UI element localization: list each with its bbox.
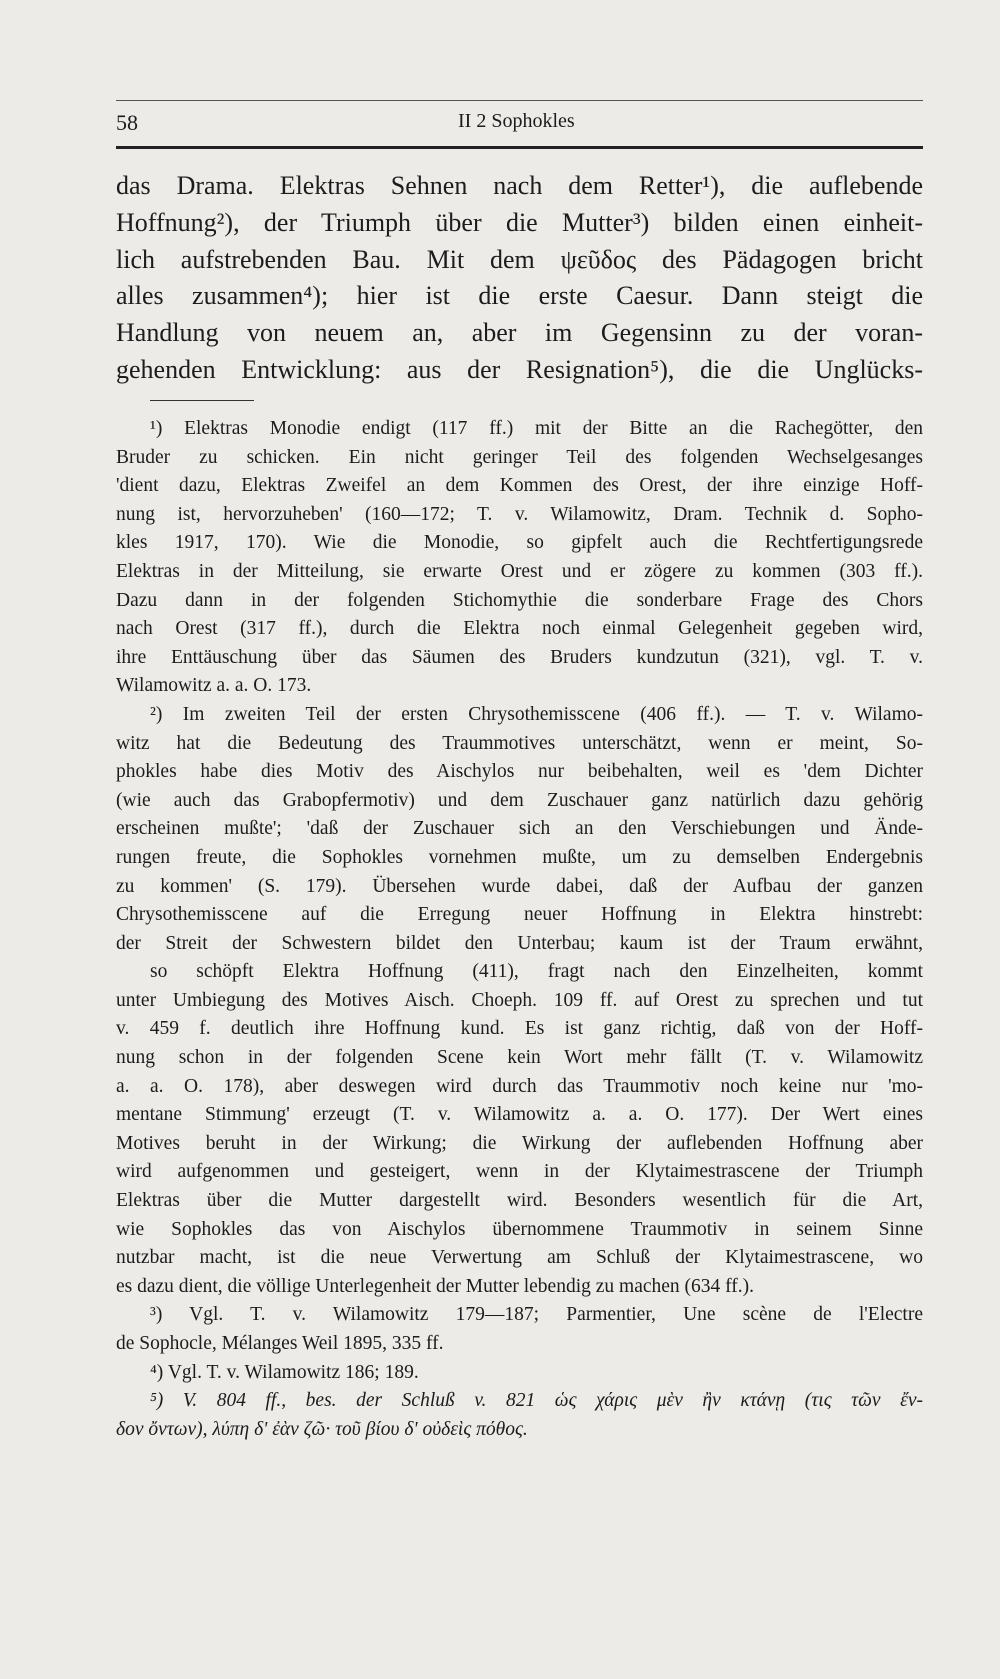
footnote-line: Bruder zu schicken. Ein nicht geringer Teil des folgenden Wechselgesanges — [116, 446, 923, 468]
footnote-line: Chrysothemisscene auf die Erregung neuer Hoffnung in Elektra hinstrebt: — [116, 904, 923, 926]
footnote-line: es dazu dient, die völlige Unterlegenheit der Mutter lebendig zu machen (634 ff.). — [116, 1275, 755, 1297]
text-line: lich aufstrebenden Bau. Mit dem ψεῦδος des Pädagogen bricht — [116, 244, 923, 274]
footnote-line: der Streit der Schwestern bildet den Unterbau; kaum ist der Traum erwähnt, — [116, 932, 923, 954]
footnote-line: Motives beruht in der Wirkung; die Wirkung der auflebenden Hoffnung aber — [116, 1132, 923, 1154]
footnote-line: wie Sophokles das von Aischylos übernommene Traummotiv in seinem Sinne — [116, 1218, 923, 1240]
footnote-line: de Sophocle, Mélanges Weil 1895, 335 ff. — [116, 1333, 444, 1354]
footnote-line: erscheinen mußte'; 'daß der Zuschauer sich an den Verschiebungen und Ände- — [116, 818, 923, 840]
footnote-line: ⁵) V. 804 ff., bes. der Schluß v. 821 ὡς χάρις μὲν ἢν κτάνῃ (τις τῶν ἔν- — [150, 1390, 923, 1412]
footnote-line: Dazu dann in der folgenden Stichomythie die sonderbare Frage des Chors — [116, 589, 923, 611]
footnote-line: wird aufgenommen und gesteigert, wenn in der Klytaimestrascene der Triumph — [116, 1161, 923, 1183]
footnote-line: ¹) Elektras Monodie endigt (117 ff.) mit der Bitte an die Rachegötter, den — [150, 418, 923, 439]
text-line: gehenden Entwicklung: aus der Resignation⁵), die die Unglücks- — [116, 354, 923, 384]
footnote-line: nung ist, hervorzuheben' (160—172; T. v. Wilamowitz, Dram. Technik d. Sopho- — [116, 503, 923, 525]
footnote-line: nutzbar macht, ist die neue Verwertung am Schluß der Klytaimestrascene, wo — [116, 1247, 923, 1269]
footnote-line: ihre Enttäuschung über das Säumen des Bruders kundzutun (321), vgl. T. v. — [116, 646, 923, 668]
footnote-3 — [116, 1301, 923, 1358]
footnote-line: (wie auch das Grabopfermotiv) und dem Zuschauer ganz natürlich dazu gehörig — [116, 789, 923, 811]
footnote-2 — [116, 701, 923, 1301]
footnotes — [116, 415, 923, 1444]
footnote-line: a. a. O. 178), aber deswegen wird durch das Traummotiv noch keine nur 'mo- — [116, 1075, 923, 1097]
footnote-line: ²) Im zweiten Teil der ersten Chrysothemisscene (406 ff.). — T. v. Wilamo- — [150, 703, 923, 725]
footnote-line: kles 1917, 170). Wie die Monodie, so gipfelt auch die Rechtfertigungsrede — [116, 532, 923, 554]
footnote-line: mentane Stimmung' erzeugt (T. v. Wilamowitz a. a. O. 177). Der Wert eines — [116, 1104, 923, 1126]
text-line: alles zusammen⁴); hier ist die erste Caesur. Dann steigt die — [116, 281, 923, 311]
footnote-5 — [116, 1387, 923, 1444]
footnote-line: Elektras über die Mutter dargestellt wird. Besonders wesentlich für die Art, — [116, 1190, 923, 1212]
footnote-separator — [150, 400, 254, 401]
footnote-line: ³) Vgl. T. v. Wilamowitz 179—187; Parmentier, Une scène de l'Electre — [150, 1304, 923, 1326]
footnote-line: zu kommen' (S. 179). Übersehen wurde dabei, daß der Aufbau der ganzen — [116, 875, 923, 897]
text-line: Hoffnung²), der Triumph über die Mutter³) bilden einen einheit- — [116, 207, 923, 237]
page-number: 58 — [116, 110, 138, 135]
main-text — [116, 168, 923, 389]
footnote-line: nach Orest (317 ff.), durch die Elektra noch einmal Gelegenheit gegeben wird, — [116, 618, 923, 640]
footnote-line: rungen freute, die Sophokles vornehmen mußte, um zu demselben Endergebnis — [116, 846, 923, 868]
footnote-line: witz hat die Bedeutung des Traummotives unterschätzt, wenn er meint, So- — [116, 732, 923, 754]
header-bottom-rule — [116, 146, 923, 149]
footnote-line: v. 459 f. deutlich ihre Hoffnung kund. Es ist ganz richtig, daß von der Hoff- — [116, 1018, 923, 1040]
running-title: II 2 Sophokles — [458, 110, 575, 132]
text-line: Handlung von neuem an, aber im Gegensinn zu der voran- — [116, 318, 923, 348]
footnote-line: so schöpft Elektra Hoffnung (411), fragt nach den Einzelheiten, kommt — [150, 961, 923, 983]
footnote-line: phokles habe dies Motiv des Aischylos nur beibehalten, weil es 'dem Dichter — [116, 761, 923, 783]
footnote-line: δον ὄντων), λύπη δ' ἐὰν ζῶ· τοῦ βίου δ' οὐδεὶς πόθος. — [116, 1418, 528, 1440]
footnote-4 — [116, 1359, 923, 1388]
footnote-line: nung schon in der folgenden Scene kein Wort mehr fällt (T. v. Wilamowitz — [116, 1047, 923, 1069]
footnote-line: ⁴) Vgl. T. v. Wilamowitz 186; 189. — [150, 1361, 419, 1383]
footnote-line: Wilamowitz a. a. O. 173. — [116, 675, 312, 697]
text-line: das Drama. Elektras Sehnen nach dem Retter¹), die auflebende — [116, 171, 923, 200]
header-top-rule — [116, 100, 923, 101]
footnote-line: unter Umbiegung des Motives Aisch. Choeph. 109 ff. auf Orest zu sprechen und tut — [116, 989, 923, 1011]
footnote-1 — [116, 415, 923, 701]
footnote-line: 'dient dazu, Elektras Zweifel an dem Kommen des Orest, der ihre einzige Hoff- — [116, 475, 923, 497]
footnote-line: Elektras in der Mitteilung, sie erwarte Orest und er zögere zu kommen (303 ff.). — [116, 560, 923, 582]
page-header — [116, 100, 923, 148]
